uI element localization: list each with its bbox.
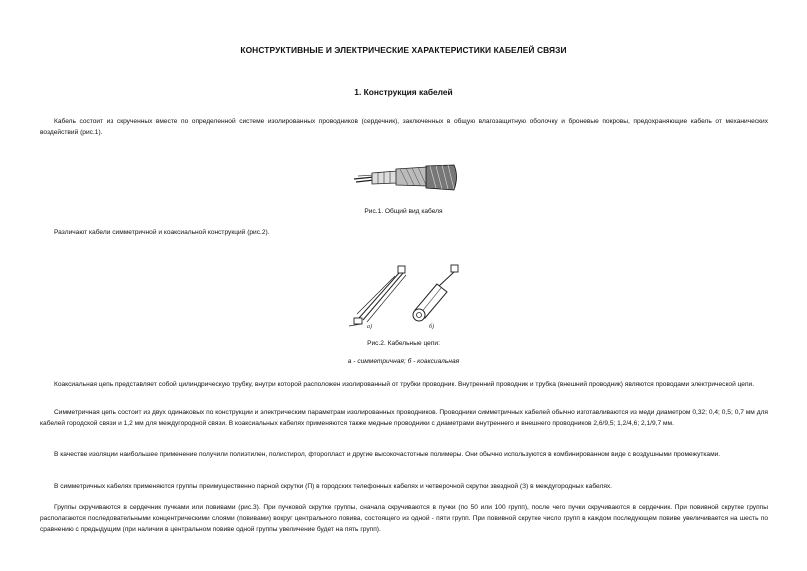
figure-cable-general-view: [352, 163, 462, 193]
figure-2-subcaption: а - симметричная; б - коаксиальная: [347, 358, 460, 365]
figure-2-caption: Рис.2. Кабельные цепи:: [367, 340, 440, 347]
document-title: КОНСТРУКТИВНЫЕ И ЭЛЕКТРИЧЕСКИЕ ХАРАКТЕРИСТИКИ КАБЕЛЕЙ СВЯЗИ: [240, 45, 567, 55]
paragraph-insulation: В качестве изоляции наибольшее применение получили полиэтилен, полистирол, фторопласт и другие высокочастотные полимеры. Они обычно используются в комбинированном виде с воздушными промежутками.: [54, 451, 721, 458]
figure-2a-label: а): [367, 324, 372, 330]
figure-cable-circuits: [345, 262, 470, 332]
paragraph-cable-structure: Кабель состоит из скрученных вместе по определенной системе изолированных проводников (сердечник), заключенных в общую влагозащитную оболочку и броневые покровы, предохраняющие кабель от механических воздействий (рис.1).: [40, 118, 768, 136]
paragraph-cable-types: Различают кабели симметричной и коаксиальной конструкций (рис.2).: [54, 229, 270, 236]
paragraph-twisting-groups: В симметричных кабелях применяются группы преимущественно парной скрутки (П) в городских телефонных кабелях и четверочной скрутки звездной (З) в междугородных кабелях.: [54, 483, 613, 490]
paragraph-core-stranding: Группы скручиваются в сердечник пучками или повивами (рис.3). При пучковой скрутке группы, сначала скручиваются в пучки (по 50 или 100 групп), после чего пучки скручиваются в сердечник. При повивной скрутке группы располагаются последовательными концентрическими слоями (повивами) вокруг центрального повива, состоящего из одной - пяти групп. При повивной скрутке число групп в каждом последующем повиве увеличивается на шесть по сравнению с предыдущим (при наличии в центральном повиве одной группы увеличение будет на пять групп).: [40, 504, 768, 533]
figure-1-caption: Рис.1. Общий вид кабеля: [364, 208, 443, 215]
paragraph-symmetric-circuit: Симметричная цепь состоит из двух одинаковых по конструкции и электрическим параметрам изолированных проводников. Проводники симметричных кабелей обычно изготавливаются из меди диаметром 0,32; 0,4; 0,5; 0,7 мм для кабелей городской связи и 1,2 мм для междугородной связи. В коаксиальных кабелях применяются также медные проводники с диаметрами внутреннего и внешнего проводников 2,6/9,5; 1,2/4,6; 2,1/9,7 мм.: [40, 409, 768, 427]
figure-2b-label: б): [429, 324, 435, 330]
section-heading: 1. Конструкция кабелей: [354, 87, 453, 97]
paragraph-coaxial-circuit: Коаксиальная цепь представляет собой цилиндрическую трубку, внутри которой расположен изолированный от трубки проводник. Внутренний проводник и трубка (внешний проводник) являются проводами электрической цепи.: [54, 381, 755, 388]
